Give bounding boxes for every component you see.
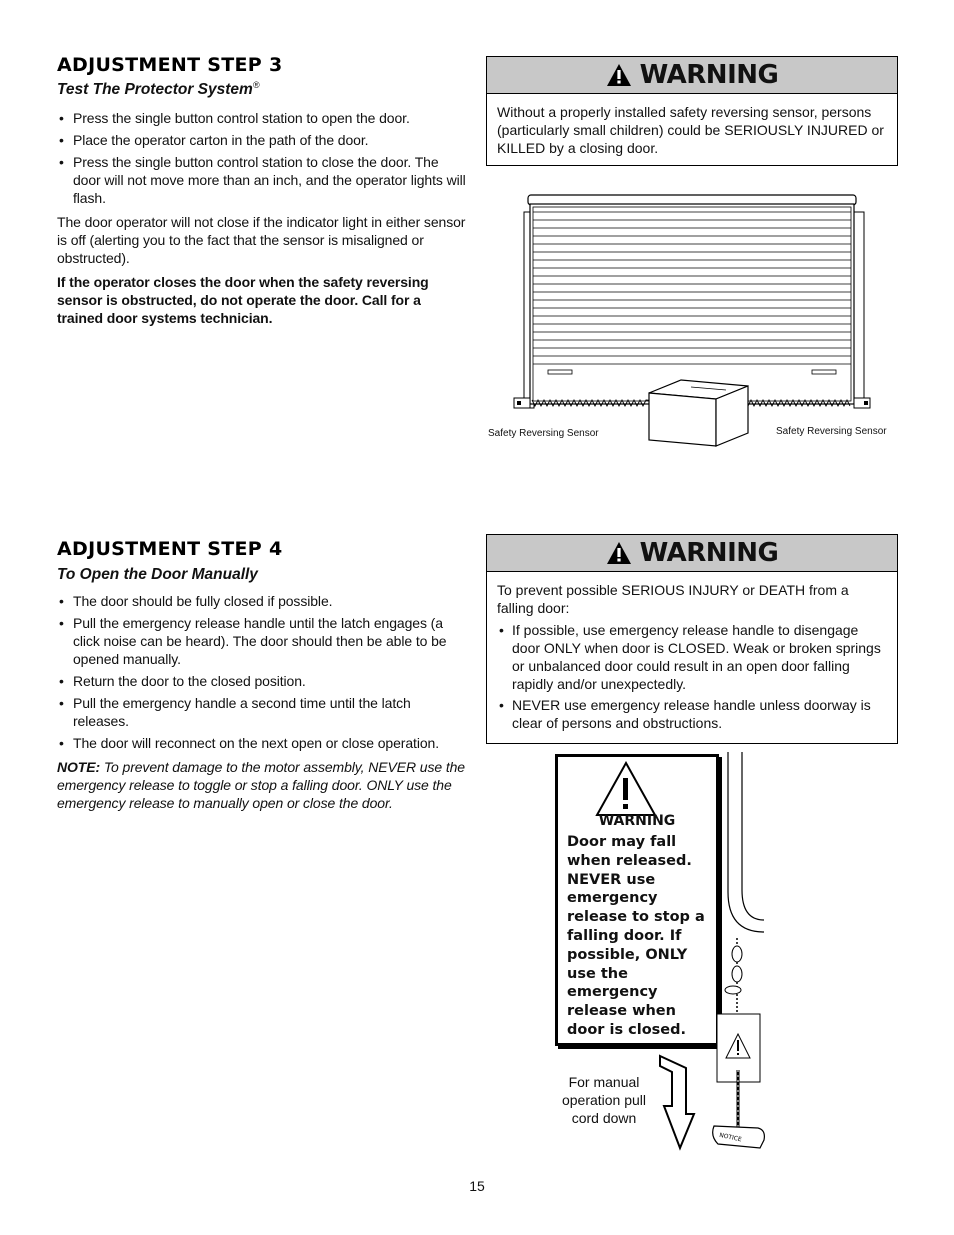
manual-operation-caption: For manual operation pull cord down (561, 1074, 647, 1126)
garage-door-illustration (486, 190, 896, 450)
warning-title: WARNING (639, 538, 779, 568)
note-text: To prevent damage to the motor assembly, NEVER use the emergency release to toggle or stop a falling door. ONLY use the emergency release to manually open or close the door. (57, 759, 465, 811)
list-item: • Place the operator carton in the path of the door. (57, 131, 469, 149)
list-item: • The door will reconnect on the next open or close operation. (57, 734, 469, 752)
page-number: 15 (469, 1178, 485, 1194)
tag-text: Door may fall when released. NEVER use emergency release to stop a falling door. If possible, ONLY use the emergency release when door is closed. (567, 834, 705, 1038)
step4-bullet-list (57, 592, 469, 752)
list-item: • Pull the emergency release handle until the latch engages (a click noise can be heard). The door should then be able to be opened manually. (57, 614, 469, 668)
step4-note (57, 758, 469, 812)
list-item: • If possible, use emergency release handle to disengage door ONLY when door is CLOSED. Weak or broken springs or unbalanced door could result in an open door falling rapidly and/or unexpectedly. (497, 621, 887, 693)
warning-header (487, 535, 897, 572)
note-label: NOTE: (57, 759, 101, 775)
step4-section (57, 538, 469, 812)
warning-box-release (486, 534, 898, 744)
list-item: • The door should be fully closed if possible. (57, 592, 469, 610)
tag-title: WARNING (598, 813, 676, 829)
warning-triangle-icon (606, 63, 632, 87)
step3-bullet-list (57, 109, 469, 207)
warning-body (487, 572, 897, 743)
notice-handle-label: NOTICE (718, 1131, 743, 1144)
step4-heading: ADJUSTMENT STEP 4 (57, 538, 283, 560)
list-item: • Return the door to the closed position. (57, 672, 469, 690)
warning-intro: To prevent possible SERIOUS INJURY or DEATH from a falling door: (497, 582, 849, 616)
warning-header (487, 57, 897, 94)
sensor-label-right: Safety Reversing Sensor (776, 426, 887, 437)
step3-section (57, 54, 469, 327)
warning-triangle-icon (606, 541, 632, 565)
sensor-label-left: Safety Reversing Sensor (488, 428, 599, 439)
step3-subtitle: Test The Protector System® (57, 80, 260, 99)
warning-box-sensor (486, 56, 898, 166)
warning-body: Without a properly installed safety reversing sensor, persons (particularly small children) could be SERIOUSLY INJURED or KILLED by a closing door. (497, 104, 884, 156)
list-item: • Pull the emergency handle a second time until the latch releases. (57, 694, 469, 730)
list-item: • Press the single button control station to open the door. (57, 109, 469, 127)
list-item: • Press the single button control station to close the door. The door will not move more than an inch, and the operator lights will flash. (57, 153, 469, 207)
warning-title: WARNING (639, 60, 779, 90)
registered-mark: ® (252, 80, 260, 90)
step3-bold-paragraph: If the operator closes the door when the safety reversing sensor is obstructed, do not operate the door. Call for a trained door systems technician. (57, 274, 429, 327)
warning-bullet-list (497, 621, 887, 732)
step4-subtitle: To Open the Door Manually (57, 566, 258, 583)
step3-paragraph: The door operator will not close if the indicator light in either sensor is off (alerting you to the fact that the sensor is misaligned or obstructed). (57, 214, 466, 267)
step3-heading: ADJUSTMENT STEP 3 (57, 54, 283, 76)
list-item: • NEVER use emergency release handle unless doorway is clear of persons and obstructions. (497, 696, 887, 732)
